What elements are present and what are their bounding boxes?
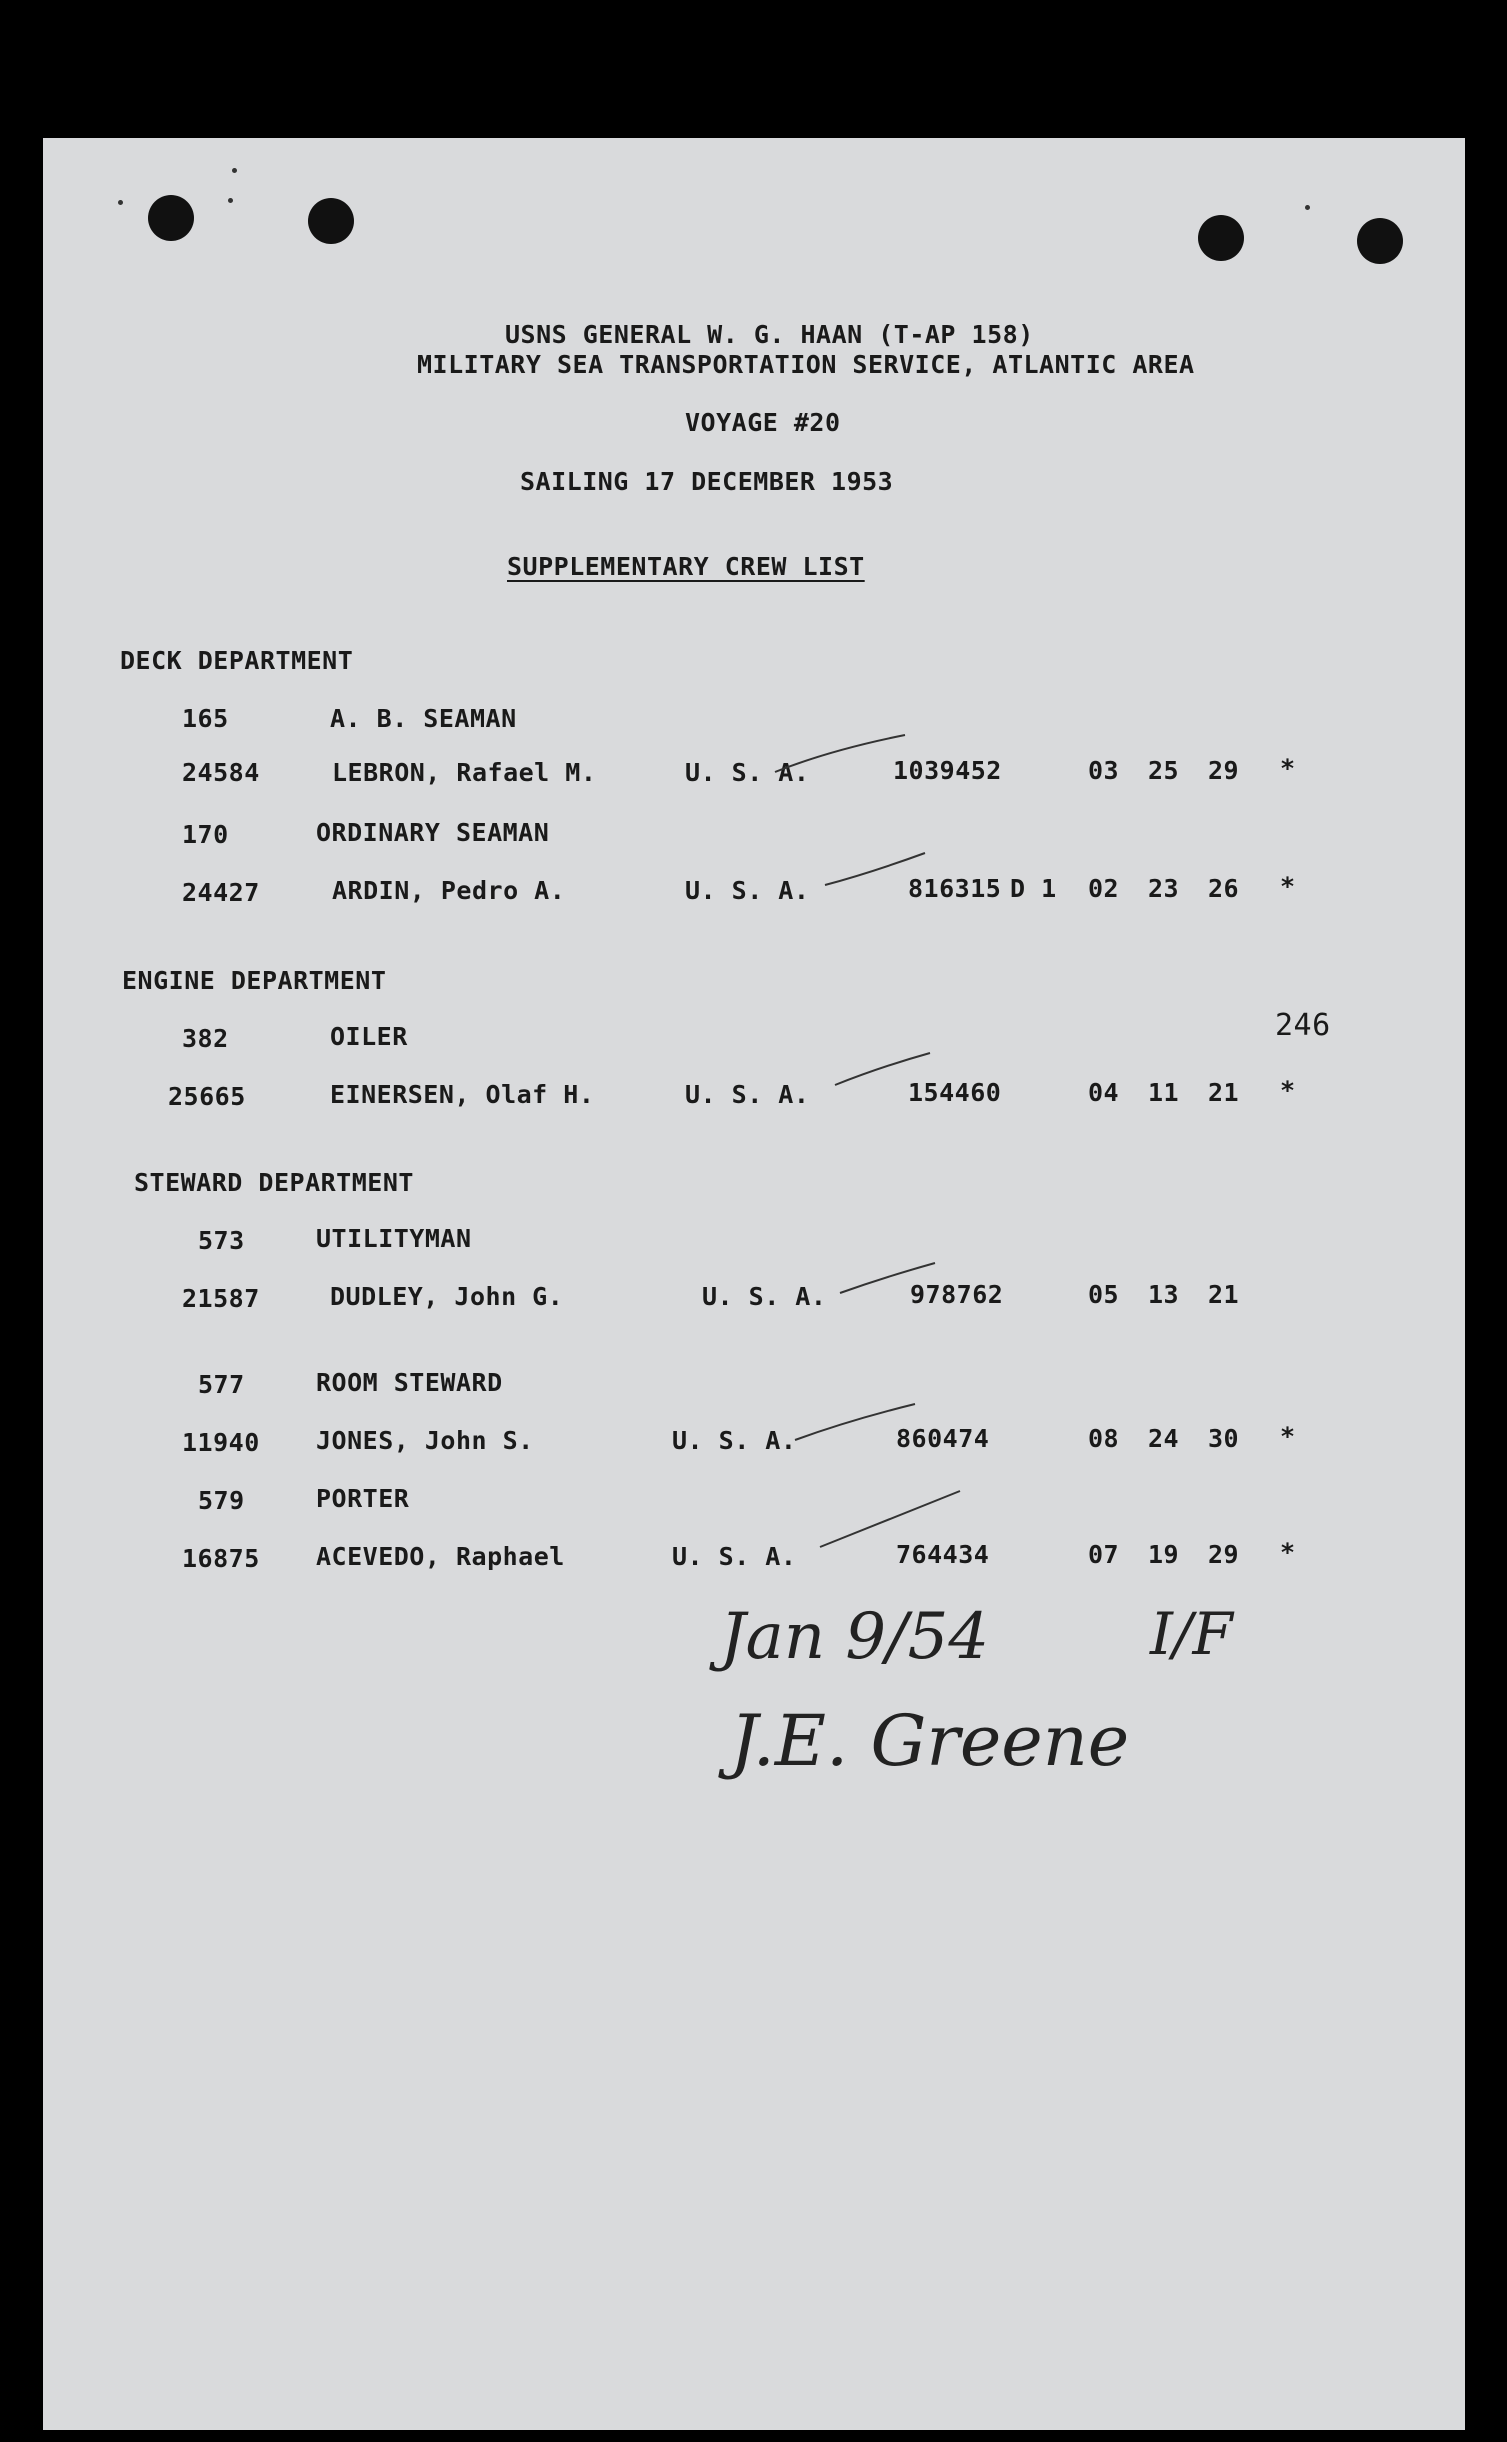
mark: * xyxy=(1280,754,1296,783)
crew-name: ACEVEDO, Raphael xyxy=(316,1542,565,1571)
punch-hole xyxy=(1357,218,1403,264)
dob-day: 13 xyxy=(1148,1280,1180,1309)
check-mark xyxy=(835,1255,945,1305)
citizenship: U. S. A. xyxy=(685,758,810,787)
dob-year: 26 xyxy=(1208,874,1240,903)
dob-month: 04 xyxy=(1088,1078,1120,1107)
handwritten-signature: J.E. Greene xyxy=(730,1700,1130,1782)
page-number: 246 xyxy=(1275,1008,1331,1043)
handwritten-date: Jan 9/54 xyxy=(720,1600,990,1674)
id-number: 860474 xyxy=(896,1424,990,1453)
rating-code: 165 xyxy=(182,704,229,733)
rating: OILER xyxy=(330,1022,408,1051)
dob-year: 29 xyxy=(1208,1540,1240,1569)
crew-name: LEBRON, Rafael M. xyxy=(332,758,597,787)
check-mark xyxy=(815,1485,965,1555)
rating: UTILITYMAN xyxy=(316,1224,472,1253)
dob-month: 08 xyxy=(1088,1424,1120,1453)
book-number: 24584 xyxy=(182,758,260,787)
crew-name: JONES, John S. xyxy=(316,1426,534,1455)
dob-month: 03 xyxy=(1088,756,1120,785)
book-number: 11940 xyxy=(182,1428,260,1457)
citizenship: U. S. A. xyxy=(672,1542,797,1571)
voyage: VOYAGE #20 xyxy=(685,408,841,437)
mark: * xyxy=(1280,1076,1296,1105)
dob-year: 21 xyxy=(1208,1078,1240,1107)
mark: * xyxy=(1280,1538,1296,1567)
rating: ROOM STEWARD xyxy=(316,1368,503,1397)
crew-name: DUDLEY, John G. xyxy=(330,1282,564,1311)
id-extra: D 1 xyxy=(1010,874,1057,903)
rating-code: 577 xyxy=(198,1370,245,1399)
dob-month: 05 xyxy=(1088,1280,1120,1309)
dob-year: 21 xyxy=(1208,1280,1240,1309)
dob-day: 19 xyxy=(1148,1540,1180,1569)
department-heading: ENGINE DEPARTMENT xyxy=(122,966,387,995)
rating-code: 579 xyxy=(198,1486,245,1515)
crew-name: ARDIN, Pedro A. xyxy=(332,876,566,905)
book-number: 25665 xyxy=(168,1082,246,1111)
service-name: MILITARY SEA TRANSPORTATION SERVICE, ATLANTIC AREA xyxy=(417,350,1195,379)
speck xyxy=(232,168,237,173)
sailing-date: SAILING 17 DECEMBER 1953 xyxy=(520,467,894,496)
rating: A. B. SEAMAN xyxy=(330,704,517,733)
dob-month: 07 xyxy=(1088,1540,1120,1569)
dob-month: 02 xyxy=(1088,874,1120,903)
book-number: 21587 xyxy=(182,1284,260,1313)
rating-code: 170 xyxy=(182,820,229,849)
id-number: 978762 xyxy=(910,1280,1004,1309)
ship-name: USNS GENERAL W. G. HAAN (T-AP 158) xyxy=(505,320,1034,349)
id-number: 816315 xyxy=(908,874,1002,903)
id-number: 154460 xyxy=(908,1078,1002,1107)
mark: * xyxy=(1280,872,1296,901)
mark: * xyxy=(1280,1422,1296,1451)
check-mark xyxy=(770,730,910,780)
check-mark xyxy=(830,1045,940,1095)
citizenship: U. S. A. xyxy=(685,876,810,905)
dob-day: 24 xyxy=(1148,1424,1180,1453)
speck xyxy=(118,200,123,205)
dob-year: 29 xyxy=(1208,756,1240,785)
dob-year: 30 xyxy=(1208,1424,1240,1453)
dob-day: 23 xyxy=(1148,874,1180,903)
check-mark xyxy=(790,1398,920,1448)
speck xyxy=(228,198,233,203)
rating-code: 382 xyxy=(182,1024,229,1053)
crew-name: EINERSEN, Olaf H. xyxy=(330,1080,595,1109)
rating: PORTER xyxy=(316,1484,410,1513)
citizenship: U. S. A. xyxy=(685,1080,810,1109)
department-heading: STEWARD DEPARTMENT xyxy=(134,1168,414,1197)
id-number: 1039452 xyxy=(893,756,1002,785)
book-number: 16875 xyxy=(182,1544,260,1573)
check-mark xyxy=(820,845,930,895)
list-title: SUPPLEMENTARY CREW LIST xyxy=(507,552,865,581)
punch-hole xyxy=(1198,215,1244,261)
citizenship: U. S. A. xyxy=(702,1282,827,1311)
punch-hole xyxy=(308,198,354,244)
department-heading: DECK DEPARTMENT xyxy=(120,646,354,675)
rating-code: 573 xyxy=(198,1226,245,1255)
dob-day: 25 xyxy=(1148,756,1180,785)
book-number: 24427 xyxy=(182,878,260,907)
dob-day: 11 xyxy=(1148,1078,1180,1107)
citizenship: U. S. A. xyxy=(672,1426,797,1455)
punch-hole xyxy=(148,195,194,241)
id-number: 764434 xyxy=(896,1540,990,1569)
rating: ORDINARY SEAMAN xyxy=(316,818,550,847)
speck xyxy=(1305,205,1310,210)
handwritten-initials: I/F xyxy=(1150,1600,1233,1668)
